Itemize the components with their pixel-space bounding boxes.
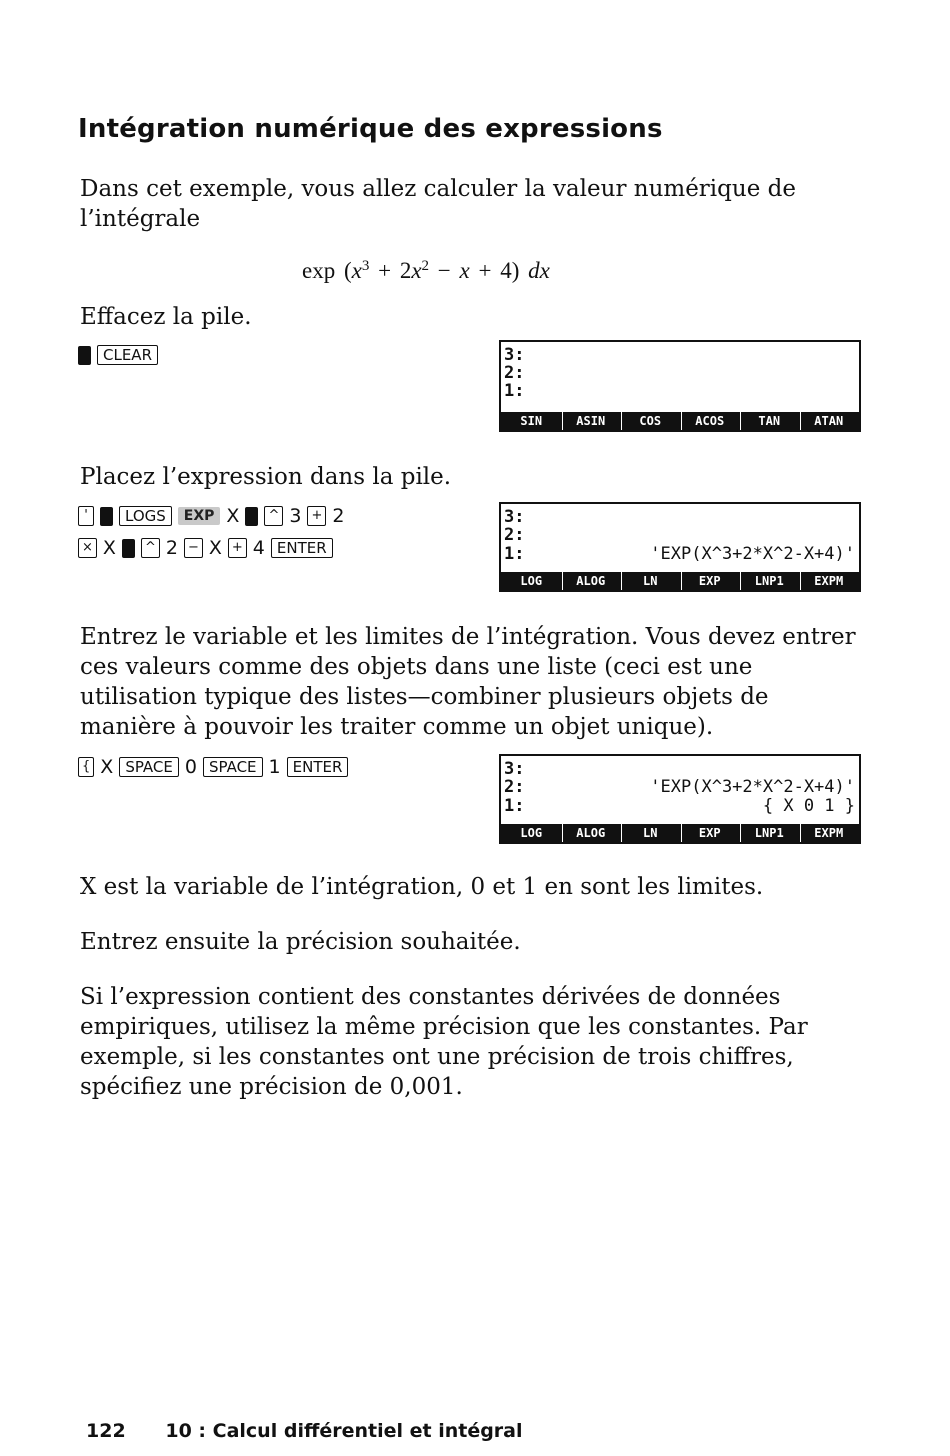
quote-key: '	[78, 506, 94, 526]
stack-level-3: 3:	[504, 345, 525, 365]
softkey-alog: ALOG	[562, 824, 620, 842]
key-0: 0	[184, 756, 197, 778]
softkey-ln: LN	[621, 824, 679, 842]
plus-key: +	[307, 506, 326, 526]
stack-level-2: 2:	[504, 525, 525, 545]
section-heading: Intégration numérique des expressions	[78, 114, 663, 144]
enter-key: ENTER	[287, 757, 349, 777]
softkey-expm: EXPM	[800, 824, 858, 842]
softkey-lnp1: LNP1	[740, 824, 798, 842]
calculator-screen-1	[499, 340, 861, 432]
softkey-menu	[501, 824, 859, 842]
softkey-log: LOG	[520, 826, 543, 840]
brace-key: {	[78, 757, 94, 777]
key-3: 3	[289, 505, 302, 527]
softkey-sin: SIN	[520, 414, 543, 428]
key-x: X	[208, 537, 222, 559]
stack-level-1: 1: 'EXP(X^3+2*X^2-X+4)'	[504, 544, 855, 564]
step1-keys	[78, 342, 158, 368]
key-4: 4	[252, 537, 265, 559]
softkey-tan: TAN	[740, 412, 798, 430]
stack-level-3: 3:	[504, 759, 525, 779]
key-x: X	[226, 505, 240, 527]
key-2: 2	[165, 537, 178, 559]
space-key: SPACE	[119, 757, 179, 777]
softkey-expm: EXPM	[800, 572, 858, 590]
step2-keys	[78, 503, 344, 561]
intro-paragraph: Dans cet exemple, vous allez calculer la valeur numérique de l’intégrale	[80, 176, 796, 232]
softkey-exp: EXP	[681, 572, 739, 590]
note-precision: Entrez ensuite la précision souhaitée.	[80, 929, 521, 955]
softkey-exp: EXP	[681, 824, 739, 842]
integral-formula: $\exp (x^3 + 2x^2 - x + 4)$ dx	[302, 258, 550, 283]
stack-level-2: 2: 'EXP(X^3+2*X^2-X+4)'	[504, 777, 855, 797]
page-footer	[86, 1420, 523, 1442]
key-1: 1	[268, 756, 281, 778]
note-empirical-constants: Si l’expression contient des constantes dérivées de données empiriques, utilisez la même précision que les constantes. Par exemple, si les constantes ont une précision de trois chiffres, spécifiez une précision de 0,001.	[80, 984, 808, 1100]
calculator-screen-2	[499, 502, 861, 592]
softkey-ln: LN	[621, 572, 679, 590]
logs-key: LOGS	[119, 506, 172, 526]
multiply-key: ×	[78, 538, 97, 558]
softkey-acos: ACOS	[681, 412, 739, 430]
note-variable-limits: X est la variable de l’intégration, 0 et 1 en sont les limites.	[80, 874, 764, 900]
space-key: SPACE	[203, 757, 263, 777]
softkey-menu	[501, 572, 859, 590]
key-x: X	[102, 537, 116, 559]
stack-level-1: 1:	[504, 381, 525, 401]
softkey-menu	[501, 412, 859, 430]
exp-menu-key: EXP	[178, 507, 221, 525]
enter-key: ENTER	[271, 538, 333, 558]
shift-key-icon	[122, 539, 135, 558]
key-2: 2	[332, 505, 345, 527]
key-x: X	[100, 756, 114, 778]
shift-key-icon	[100, 507, 113, 526]
softkey-lnp1: LNP1	[740, 572, 798, 590]
step1-instruction: Effacez la pile.	[80, 304, 252, 330]
power-key: ^	[264, 506, 283, 526]
softkey-log: LOG	[520, 574, 543, 588]
page-number: 122	[86, 1420, 126, 1442]
step3-instruction: Entrez le variable et les limites de l’intégration. Vous devez entrer ces valeurs comme des objets dans une liste (ceci est une utilisation typique des listes—combiner plusieurs objets de manière à pouvoir les traiter comme un objet unique).	[80, 624, 856, 740]
plus-key: +	[228, 538, 247, 558]
shift-key-icon	[245, 507, 258, 526]
minus-key: −	[184, 538, 203, 558]
chapter-title: 10 : Calcul différentiel et intégral	[165, 1420, 523, 1442]
stack-level-2: 2:	[504, 363, 525, 383]
calculator-screen-3	[499, 754, 861, 844]
shift-key-icon	[78, 346, 91, 365]
stack-level-3: 3:	[504, 507, 525, 527]
softkey-cos: COS	[621, 412, 679, 430]
softkey-atan: ATAN	[800, 412, 858, 430]
power-key: ^	[141, 538, 160, 558]
softkey-asin: ASIN	[562, 412, 620, 430]
step2-instruction: Placez l’expression dans la pile.	[80, 464, 452, 490]
softkey-alog: ALOG	[562, 572, 620, 590]
stack-level-1: 1: { X 0 1 }	[504, 796, 855, 816]
clear-key: CLEAR	[97, 345, 158, 365]
step3-keys	[78, 754, 348, 780]
